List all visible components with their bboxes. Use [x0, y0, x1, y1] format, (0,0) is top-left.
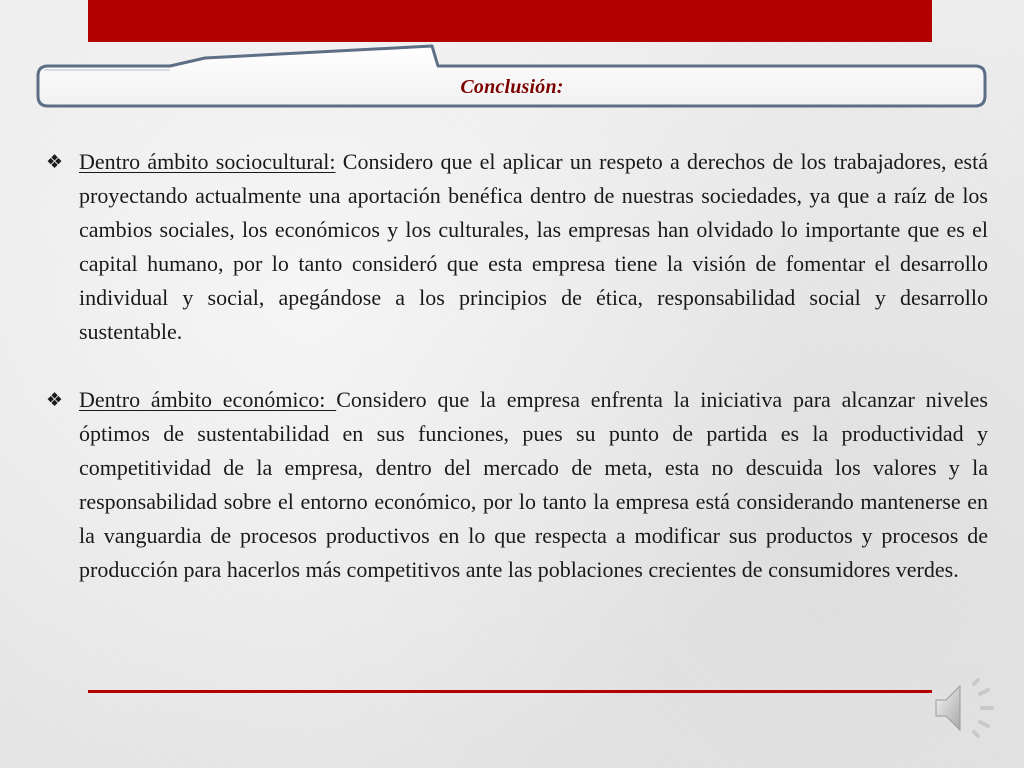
bullet-sociocultural: [46, 145, 988, 349]
diamond-bullet-icon: ❖: [46, 151, 64, 173]
speaker-audio-icon[interactable]: [930, 674, 1000, 742]
top-accent-bar: [88, 0, 932, 42]
diamond-bullet-icon: ❖: [46, 389, 64, 411]
slide-title: Conclusión:: [460, 76, 564, 98]
bullet-economico: [46, 383, 988, 587]
bottom-accent-line: [88, 690, 932, 693]
bullet-heading: Dentro ámbito sociocultural:: [79, 149, 336, 174]
bullet-heading: Dentro ámbito económico:: [79, 387, 337, 412]
bullet-body: Considero que la empresa enfrenta la iniciativa para alcanzar niveles óptimos de sustentabilidad en sus funciones, pues su punto de partida es la productividad y competitividad de la empresa, dentro del mercado de meta, esta no descuida los valores y la responsabilidad sobre el entorno económico, por lo tanto la empresa está considerando mantenerse en la vanguardia de procesos productivos en lo que respecta a modificar sus productos y procesos de producción para hacerlos más competitivos ante las poblaciones crecientes de consumidores verdes.: [79, 387, 988, 582]
bullet-body: Considero que el aplicar un respeto a derechos de los trabajadores, está proyectando actualmente una aportación benéfica dentro de nuestras sociedades, ya que a raíz de los cambios sociales, los económicos y los culturales, las empresas han olvidado lo importante que es el capital humano, por lo tanto consideró que esta empresa tiene la visión de fomentar el desarrollo individual y social, apegándose a los principios de ética, responsabilidad social y desarrollo sustentable.: [79, 149, 988, 344]
content-area: [46, 145, 988, 621]
